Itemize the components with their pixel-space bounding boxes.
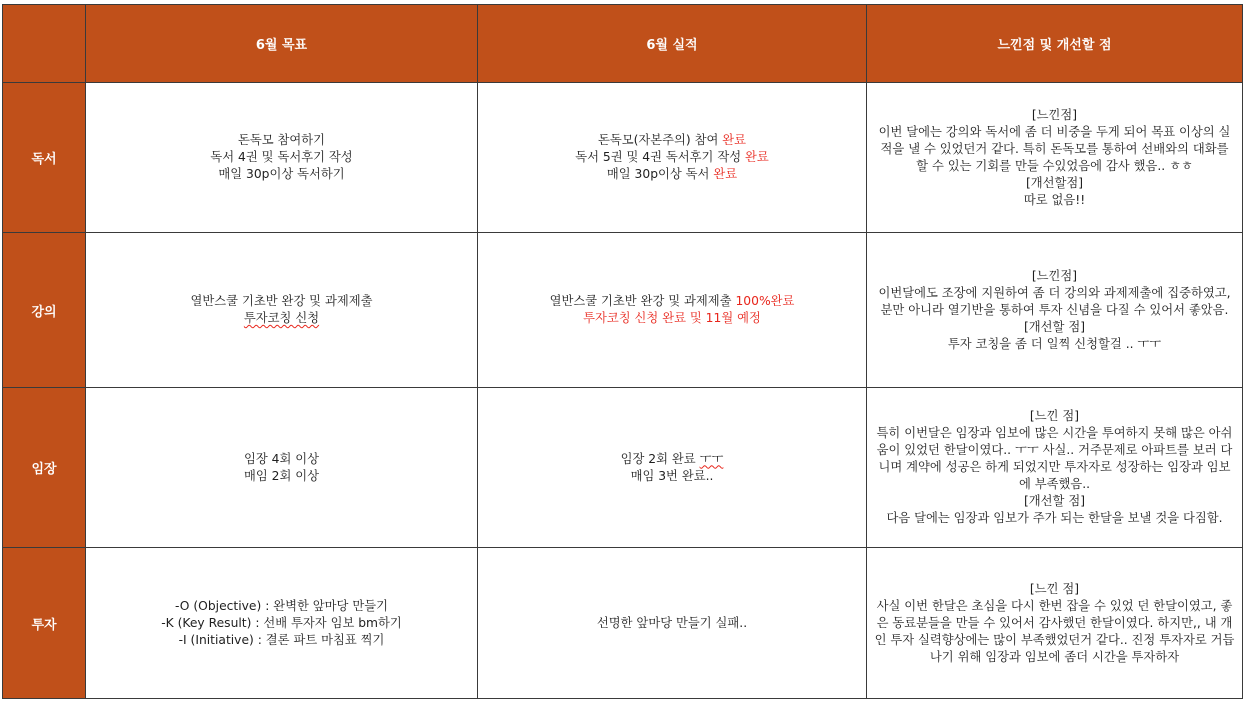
improve-text: 다음 달에는 임장과 임보가 주가 되는 한달을 보낼 것을 다짐함. [886, 511, 1223, 525]
improve-heading: [개선할점] [1025, 175, 1084, 190]
result-line: 임장 2회 완료 ㅜㅜ [620, 451, 724, 466]
goal-cell [86, 83, 478, 233]
category-investment: 투자 [3, 548, 86, 699]
emoticon: ㅜㅜ [699, 451, 724, 466]
improve-heading: [개선할 점] [1023, 494, 1086, 508]
table-row [3, 83, 1243, 233]
review-column-header: 느낀점 및 개선할 점 [867, 5, 1243, 83]
goal-column-header: 6월 목표 [86, 5, 478, 83]
goal-line: -I (Initiative) : 결론 파트 마침표 찍기 [178, 632, 385, 647]
result-line: 선명한 앞마당 만들기 실패.. [596, 615, 748, 630]
header-row [3, 5, 1243, 83]
result-cell [478, 233, 867, 388]
goal-cell [86, 388, 478, 548]
category-lecture: 강의 [3, 233, 86, 388]
goal-line: 매임 2회 이상 [243, 468, 320, 483]
result-line: 매임 3번 완료.. [630, 468, 714, 483]
goal-line: 열반스쿨 기초반 완강 및 과제제출 [190, 294, 373, 308]
review-cell [867, 83, 1243, 233]
goal-line: 돈독모 참여하기 [237, 133, 326, 147]
goal-line: 임장 4회 이상 [243, 451, 320, 466]
corner-header [3, 5, 86, 83]
category-reading: 독서 [3, 83, 86, 233]
category-site-visit: 임장 [3, 388, 86, 548]
status-complete: 완료 [722, 133, 747, 147]
goal-cell [86, 233, 478, 388]
goal-line: -O (Objective) : 완벽한 앞마당 만들기 [175, 598, 388, 613]
improve-text: 따로 없음!! [1023, 192, 1086, 207]
review-text: 이번 달에는 강의와 독서에 좀 더 비중을 두게 되어 목표 이상의 실적을 낼 수 있었던거 같다. 특히 돈독모를 통하여 선배와의 대화를 할 수 있는 기회를 만들 수있었음에 감사 했음.. ㅎㅎ [878, 124, 1231, 173]
result-cell [478, 548, 867, 699]
table-row [3, 548, 1243, 699]
result-column-header: 6월 실적 [478, 5, 867, 83]
review-heading: [느낀점] [1031, 107, 1078, 122]
status-complete: 완료 [713, 167, 738, 181]
review-heading: [느낀 점] [1029, 409, 1080, 423]
goal-cell [86, 548, 478, 699]
review-text: 사실 이번 한달은 초심을 다시 한번 잡을 수 있었 던 한달이였고, 좋은 동료분들을 만들 수 있어서 감사했던 한달이였다. 하지만,, 내 개인 투자 실력향상에는 많이 부족했었던거 같다.. 진정 투자자로 거듭나기 위해 임장과 임보에 좀더 시간을 투자하자 [874, 598, 1235, 664]
goal-line: 매일 30p이상 독서하기 [218, 167, 345, 181]
result-cell [478, 83, 867, 233]
review-cell [867, 388, 1243, 548]
goal-line: 독서 4권 및 독서후기 작성 [210, 150, 353, 164]
result-line: 돈독모(자본주의) 참여 완료 [597, 133, 747, 147]
result-line: 독서 5권 및 4권 독서후기 작성 완료 [575, 150, 769, 164]
review-cell [867, 233, 1243, 388]
table-row [3, 388, 1243, 548]
status-complete: 완료 [745, 150, 769, 164]
review-text: 이번달에도 조장에 지원하여 좀 더 강의와 과제제출에 집중하였고, 분만 아니라 열기반을 통하여 투자 신념을 다질 수 있어서 좋았음. [878, 285, 1231, 317]
table-row [3, 233, 1243, 388]
monthly-review-table [2, 4, 1243, 699]
review-heading: [느낀 점] [1029, 581, 1080, 596]
result-cell [478, 388, 867, 548]
goal-line: 투자코칭 신청 [243, 311, 320, 325]
result-line: 투자코칭 신청 완료 및 11월 예정 [583, 311, 761, 325]
status-complete: 100%완료 [735, 294, 795, 308]
review-heading: [느낀점] [1031, 268, 1078, 283]
result-line: 매일 30p이상 독서 완료 [606, 167, 738, 181]
review-text: 특히 이번달은 임장과 임보에 많은 시간을 투여하지 못해 많은 아쉬움이 있었던 한달이였다.. ㅜㅜ 사실.. 거주문제로 아파트를 보러 다니며 계약에 성공은 하게 되었지만 투자자로 성장하는 임장과 임보에 부족했음.. [876, 426, 1233, 491]
goal-line: -K (Key Result) : 선배 투자자 임보 bm하기 [161, 615, 402, 630]
improve-heading: [개선할 점] [1023, 319, 1086, 334]
review-cell [867, 548, 1243, 699]
improve-text: 투자 코칭을 좀 더 일찍 신청할걸 .. ㅜㅜ [947, 336, 1162, 351]
result-line: 열반스쿨 기초반 완강 및 과제제출 100%완료 [549, 294, 795, 308]
